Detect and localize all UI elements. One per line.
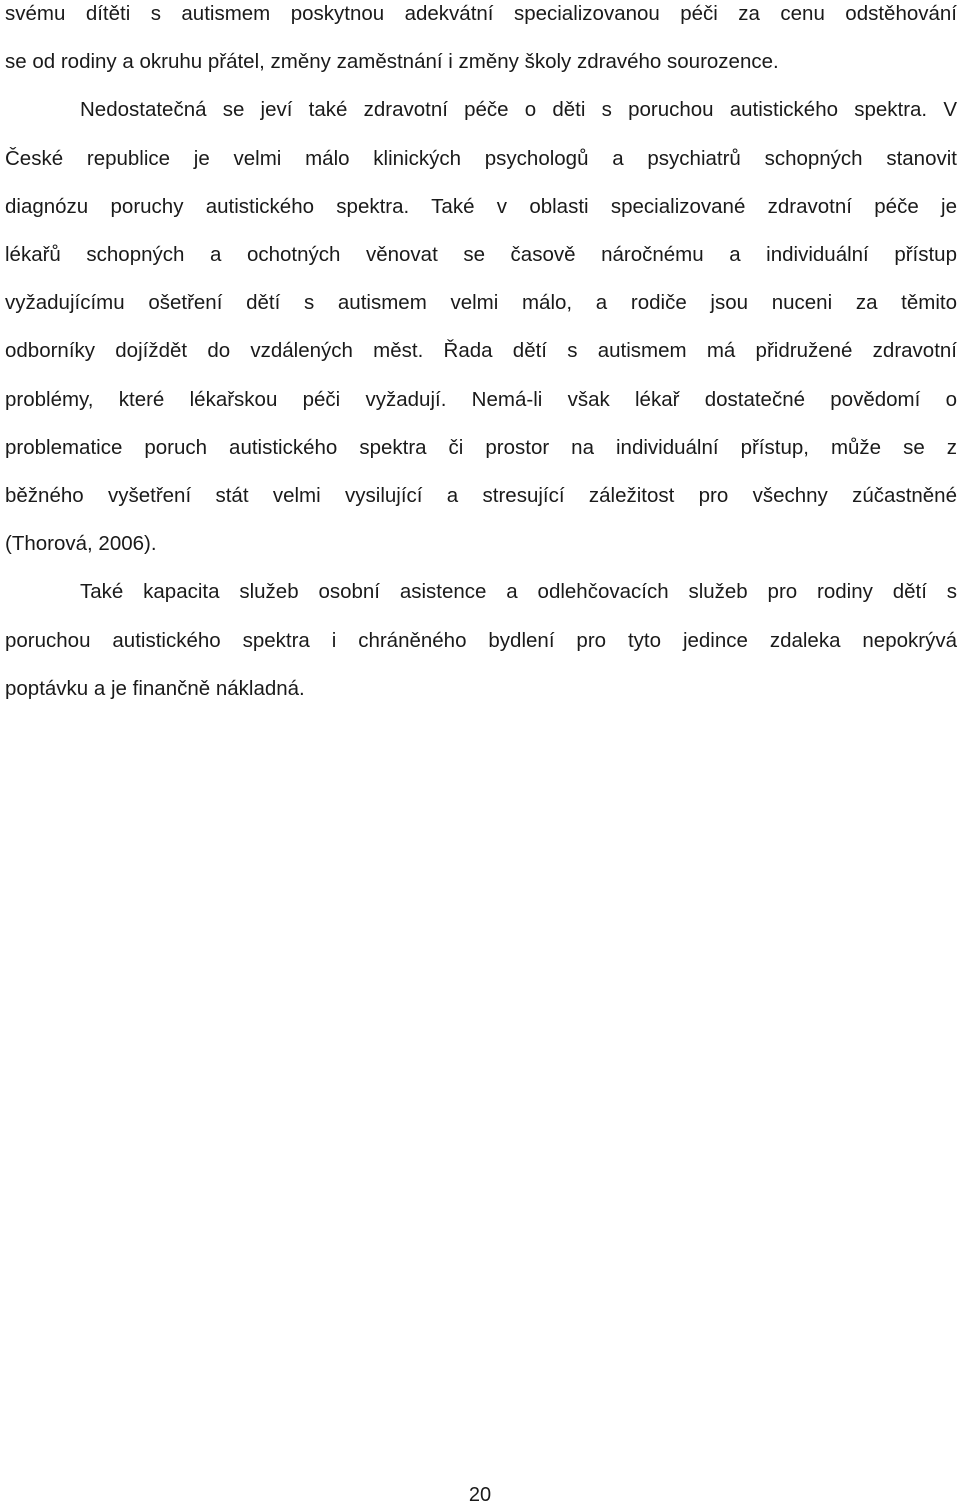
- text-line: běžného vyšetření stát velmi vysilující a stresující záležitost pro všechny zúčastněné: [5, 484, 957, 508]
- text-line: poruchou autistického spektra i chráněného bydlení pro tyto jedince zdaleka nepokrývá: [5, 628, 957, 652]
- text-line: poptávku a je finančně nákladná.: [5, 676, 305, 700]
- paragraph-2: [5, 86, 957, 568]
- text-line: lékařů schopných a ochotných věnovat se časově náročnému a individuální přístup: [5, 243, 957, 267]
- text-line: problematice poruch autistického spektra či prostor na individuální přístup, může se z: [5, 435, 957, 459]
- text-line: České republice je velmi málo klinických psychologů a psychiatrů schopných stanovit: [5, 146, 957, 170]
- paragraph-1: [5, 0, 957, 86]
- text-line: svému dítěti s autismem poskytnou adekvátní specializovanou péči za cenu odstěhování: [5, 2, 957, 25]
- text-line: (Thorová, 2006).: [5, 532, 157, 556]
- text-line: Nedostatečná se jeví také zdravotní péče o děti s poruchou autistického spektra. V: [80, 98, 957, 122]
- text-line: problémy, které lékařskou péči vyžadují. Nemá-li však lékař dostatečné povědomí o: [5, 387, 957, 411]
- text-line: odborníky dojíždět do vzdálených měst. Řada dětí s autismem má přidružené zdravotní: [5, 339, 957, 363]
- text-line: se od rodiny a okruhu přátel, změny zaměstnání i změny školy zdravého sourozence.: [5, 50, 779, 74]
- text-line: Také kapacita služeb osobní asistence a odlehčovacích služeb pro rodiny dětí s: [80, 580, 957, 604]
- text-line: diagnózu poruchy autistického spektra. Také v oblasti specializované zdravotní péče je: [5, 194, 957, 218]
- text-line: vyžadujícímu ošetření dětí s autismem velmi málo, a rodiče jsou nuceni za těmito: [5, 291, 957, 315]
- paragraph-3: [5, 568, 957, 713]
- document-page: [5, 0, 957, 713]
- page-number: 20: [468, 1484, 492, 1506]
